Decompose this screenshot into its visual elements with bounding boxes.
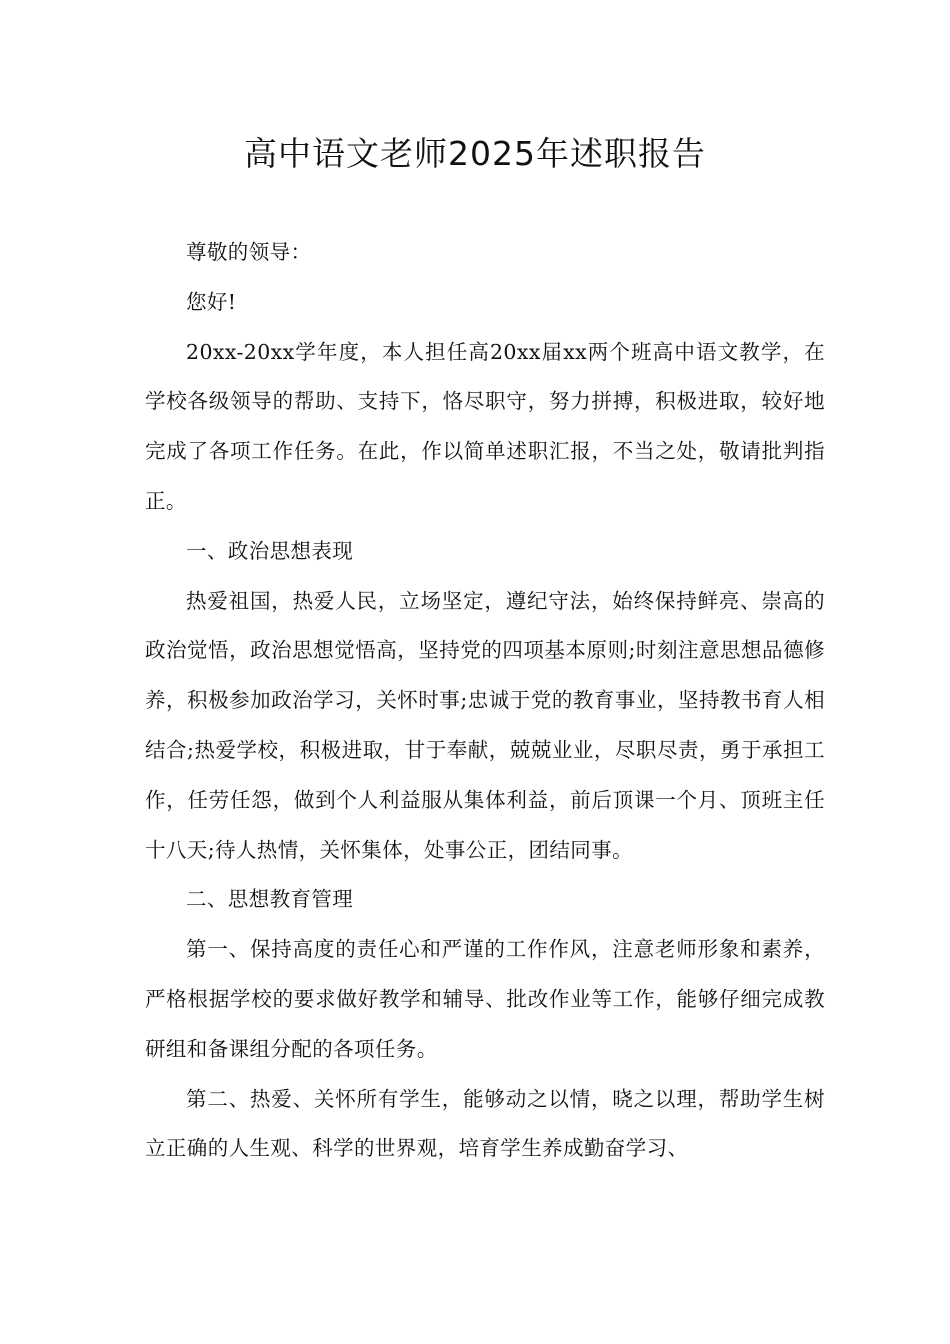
document-body — [145, 228, 825, 1174]
education-paragraph-2: 第二、热爱、关怀所有学生，能够动之以情，晓之以理，帮助学生树立正确的人生观、科学的世界观，培育学生养成勤奋学习、 — [145, 1086, 825, 1161]
education-paragraph-1: 第一、保持高度的责任心和严谨的工作作风，注意老师形象和素养，严格根据学校的要求做好教学和辅导、批改作业等工作，能够仔细完成教研组和备课组分配的各项任务。 — [145, 937, 825, 1061]
section-heading-education: 二、思想教育管理 — [186, 887, 354, 912]
salutation: 尊敬的领导： — [186, 240, 312, 264]
political-paragraph: 热爱祖国，热爱人民，立场坚定，遵纪守法，始终保持鲜亮、崇高的政治觉悟，政治思想觉悟高，坚持党的四项基本原则;时刻注意思想品德修养，积极参加政治学习，关怀时事;忠诚于党的教育事业，坚持教书育人相结合;热爱学校，积极进取，甘于奉献，兢兢业业，尽职尽责，勇于承担工作，任劳任怨，做到个人利益服从集体利益，前后顶课一个月、顶班主任十八天;待人热情，关怀集体，处事公正，团结同事。 — [145, 588, 825, 862]
greeting: 您好! — [186, 289, 237, 314]
section-heading-political: 一、政治思想表现 — [186, 538, 354, 563]
document-title: 高中语文老师2025年述职报告 — [244, 134, 706, 173]
intro-paragraph: 20xx-20xx学年度，本人担任高20xx届xx两个班高中语文教学，在学校各级领导的帮助、支持下，恪尽职守，努力拼搏，积极进取，较好地完成了各项工作任务。在此，作以简单述职汇报，不当之处，敬请批判指正。 — [145, 339, 825, 513]
